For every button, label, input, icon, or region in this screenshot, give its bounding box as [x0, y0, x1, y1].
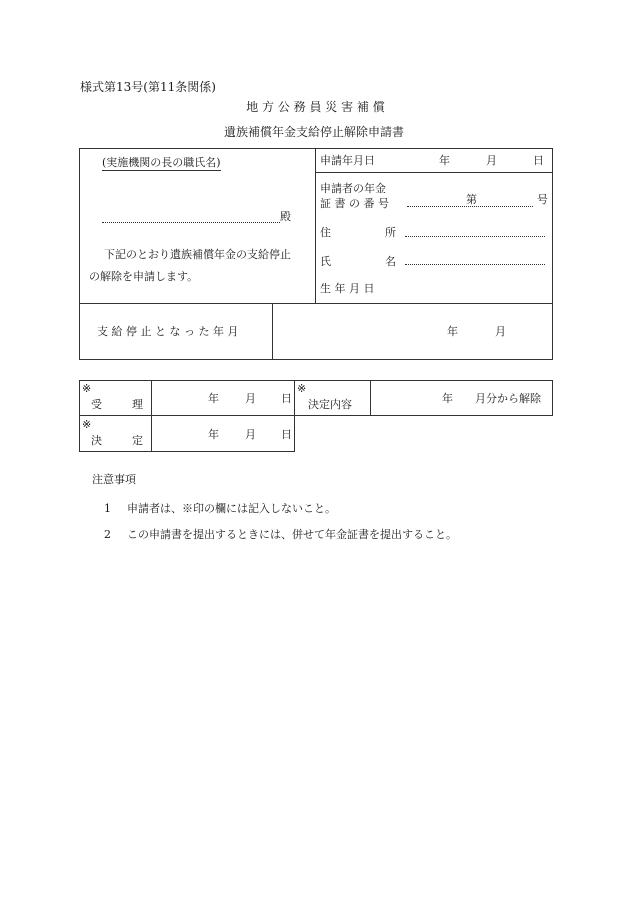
office-divider-1	[151, 380, 152, 452]
release-text: 年 月分から解除	[442, 392, 541, 405]
suspension-label: 支 給 停 止 と な っ た 年 月	[97, 325, 239, 338]
suspension-month: 月	[495, 325, 506, 338]
decision-day: 日	[281, 428, 292, 441]
receipt-label-b: 理	[132, 398, 143, 411]
birth-label: 生 年 月 日	[320, 282, 375, 295]
cert-number-line[interactable]	[407, 206, 533, 207]
date-year: 年	[439, 154, 450, 167]
divider-horizontal-middle	[79, 303, 553, 304]
addressee-line[interactable]	[102, 222, 280, 223]
office-bottom-edge	[79, 451, 295, 452]
address-label-b: 所	[385, 226, 396, 239]
cert-suffix: 号	[537, 193, 548, 206]
receipt-label-a: 受	[91, 398, 102, 411]
body-text-1: 下記のとおり遺族補償年金の支給停止	[104, 248, 291, 261]
decision-year: 年	[208, 428, 219, 441]
note-1-text: 申請者は、※印の欄には記入しないこと。	[127, 502, 336, 515]
body-text-2: の解除を申請します。	[89, 270, 199, 283]
note-2-text: この申請書を提出するときには、併せて年金証書を提出すること。	[127, 528, 457, 541]
notes-heading: 注意事項	[92, 473, 136, 486]
form-title: 遺族補償年金支給停止解除申請書	[224, 125, 405, 139]
address-label-a: 住	[320, 226, 331, 239]
decision-mark: ※	[82, 418, 92, 431]
cert-label-2: 証 書 の 番 号	[320, 197, 389, 210]
cert-label-1: 申請者の年金	[320, 182, 386, 195]
name-label-b: 名	[385, 255, 396, 268]
divider-vertical-lower	[272, 303, 273, 360]
form-number: 様式第13号(第11条関係)	[80, 80, 216, 94]
receipt-month: 月	[245, 392, 256, 405]
name-label-a: 氏	[320, 255, 331, 268]
decision-label-a: 決	[91, 434, 102, 447]
date-label: 申請年月日	[320, 154, 375, 167]
note-2-number: 2	[104, 528, 111, 541]
decision-content-mark: ※	[297, 382, 307, 395]
office-divider-2	[294, 380, 295, 452]
decision-label-b: 定	[132, 434, 143, 447]
receipt-day: 日	[281, 392, 292, 405]
office-divider-3	[370, 380, 371, 416]
date-day: 日	[533, 154, 544, 167]
date-month: 月	[486, 154, 497, 167]
addressee-label: (実施機関の長の職氏名)	[102, 156, 221, 169]
receipt-mark: ※	[82, 382, 92, 395]
decision-content-label: 決定内容	[308, 398, 352, 411]
address-line[interactable]	[405, 236, 545, 237]
suspension-year: 年	[447, 325, 458, 338]
note-1-number: 1	[104, 502, 111, 515]
name-line[interactable]	[405, 264, 545, 265]
divider-date-row	[315, 172, 553, 173]
honorific: 殿	[280, 210, 291, 223]
decision-month: 月	[245, 428, 256, 441]
org-name: 地 方 公 務 員 災 害 補 償	[246, 100, 385, 114]
receipt-year: 年	[208, 392, 219, 405]
cert-prefix: 第	[466, 193, 477, 206]
office-left-edge	[79, 416, 80, 452]
